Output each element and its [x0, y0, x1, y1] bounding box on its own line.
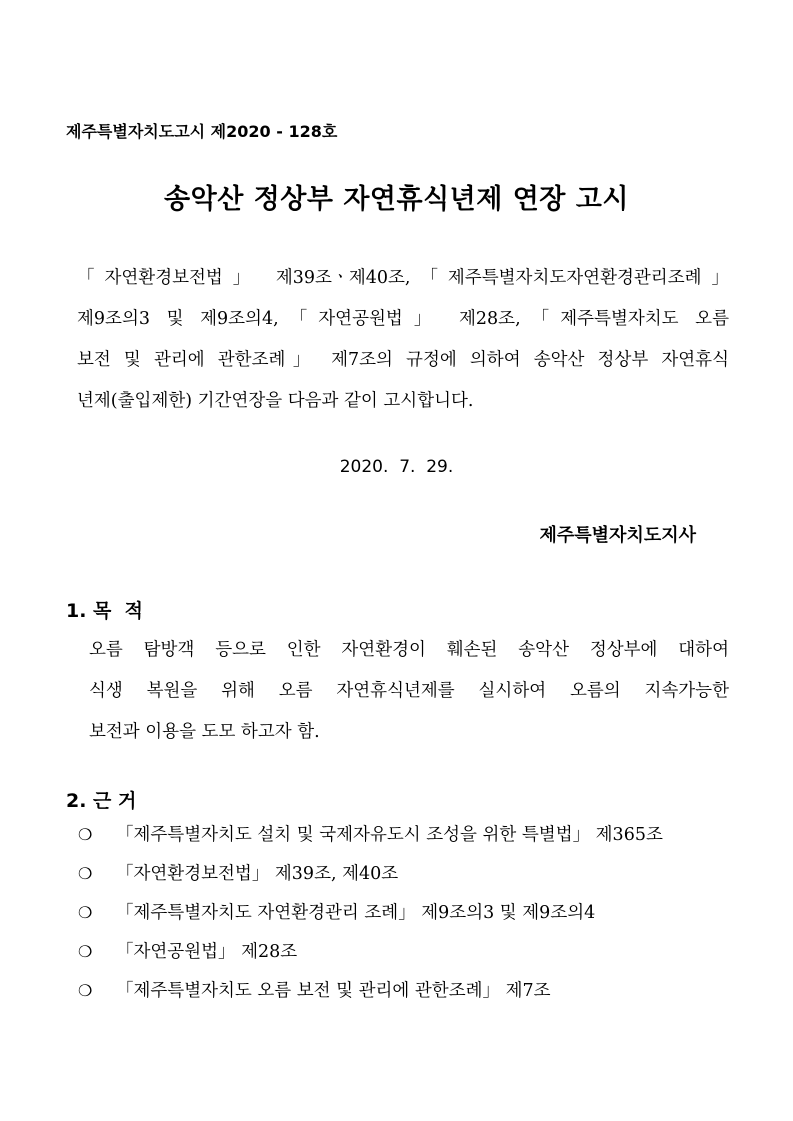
purpose-line: 식생 복원을 위해 오름 자연휴식년제를 실시하여 오름의 지속가능한 [89, 681, 729, 701]
purpose-line: 보전과 이용을 도모 하고자 함. [89, 722, 320, 742]
section-heading-purpose: 1. 목 적 [66, 600, 143, 622]
circle-bullet-icon: ❍ [78, 942, 93, 961]
intro-line: 「자연환경보전법」 제39조ㆍ제40조,「제주특별자치도자연환경관리조례」 [77, 268, 729, 288]
notice-date: 2020. 7. 29. [339, 457, 454, 477]
basis-item-text: 「제주특별자치도 오름 보전 및 관리에 관한조례」 제7조 [116, 981, 551, 1001]
list-item [78, 860, 663, 899]
page-title: 송악산 정상부 자연휴식년제 연장 고시 [164, 184, 629, 215]
basis-list [78, 821, 663, 1016]
intro-line: 보전 및 관리에 관한조례」 제7조의 규정에 의하여 송악산 정상부 자연휴식 [77, 350, 729, 370]
circle-bullet-icon: ❍ [78, 864, 93, 883]
intro-paragraph [77, 258, 729, 422]
purpose-body [89, 630, 729, 753]
basis-item-text: 「제주특별자치도 설치 및 국제자유도시 조성을 위한 특별법」 제365조 [116, 825, 663, 845]
purpose-line: 오름 탐방객 등으로 인한 자연환경이 훼손된 송악산 정상부에 대하여 [89, 640, 729, 660]
basis-item-text: 「제주특별자치도 자연환경관리 조례」 제9조의3 및 제9조의4 [116, 903, 596, 923]
basis-item-text: 「자연공원법」 제28조 [116, 942, 298, 962]
section-heading-basis: 2. 근 거 [66, 790, 137, 812]
intro-line: 년제(출입제한) 기간연장을 다음과 같이 고시합니다. [77, 391, 474, 411]
intro-line: 제9조의3 및 제9조의4,「자연공원법」 제28조,「제주특별자치도 오름 [77, 309, 729, 329]
list-item [78, 938, 663, 977]
list-item [78, 821, 663, 860]
list-item [78, 899, 663, 938]
signer: 제주특별자치도지사 [539, 525, 696, 546]
circle-bullet-icon: ❍ [78, 981, 93, 1000]
circle-bullet-icon: ❍ [78, 903, 93, 922]
notice-number: 제주특별자치도고시 제2020 - 128호 [66, 122, 338, 141]
circle-bullet-icon: ❍ [78, 825, 93, 844]
list-item [78, 977, 663, 1016]
basis-item-text: 「자연환경보전법」 제39조, 제40조 [116, 864, 399, 884]
